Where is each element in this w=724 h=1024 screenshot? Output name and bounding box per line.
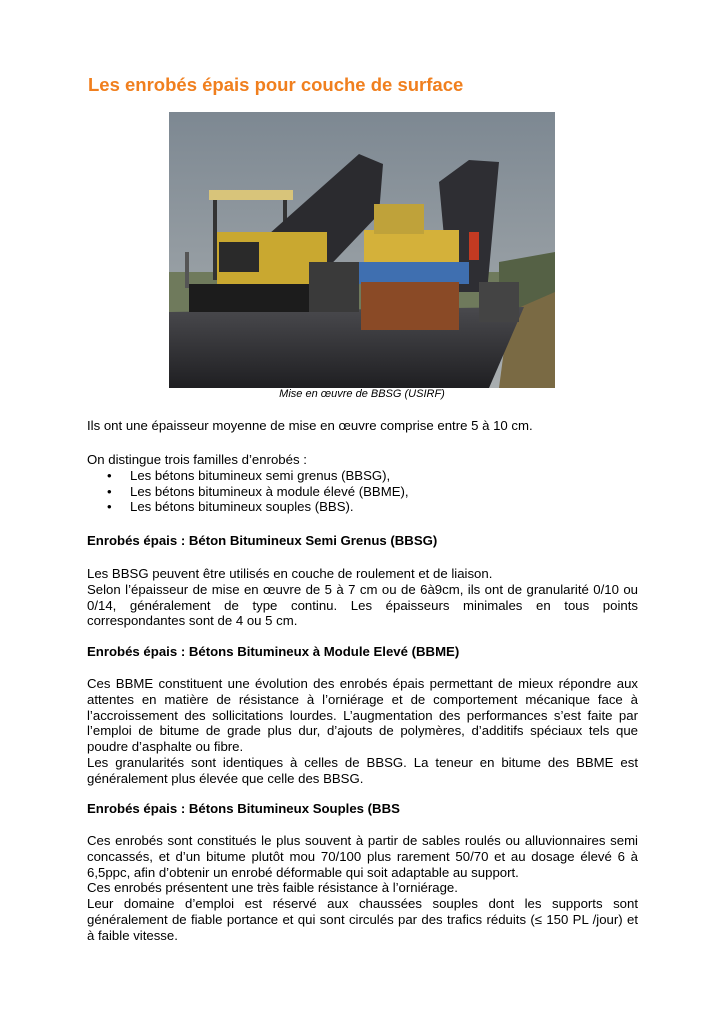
bullet: • — [107, 483, 112, 499]
section-heading-bbme: Enrobés épais : Bétons Bitumineux à Module Elevé (BBME) — [87, 644, 460, 659]
figure-caption: Mise en œuvre de BBSG (USIRF) — [279, 388, 445, 400]
bullet: • — [107, 467, 112, 483]
paragraph: Les granularités sont identiques à celles de BBSG. La teneur en bitume des BBME est généralement plus élevée que celle des BBSG. — [87, 754, 638, 786]
intro-paragraph: Ils ont une épaisseur moyenne de mise en œuvre comprise entre 5 à 10 cm. — [87, 418, 533, 433]
paragraph: Les BBSG peuvent être utilisés en couche de roulement et de liaison. — [87, 566, 493, 581]
list-item: • Les bétons bitumineux souples (BBS). — [107, 499, 354, 515]
paragraph: Ces enrobés présentent une très faible résistance à l’orniérage. — [87, 880, 458, 896]
list-item: • Les bétons bitumineux à module élevé (BBME), — [107, 483, 409, 499]
paragraph: Ces BBME constituent une évolution des enrobés épais permettant de mieux répondre aux attentes en matière de résistance à l’orniérage et de comportement mécanique face à l’accroissement des sollicitations lourdes. L’augmentation des performances s’est faite par l’emploi de bitume de grade plus dur, d’ajouts de polymères, d’additifs spéciaux tels que poudre d’asphalte ou fibre. — [87, 676, 638, 755]
families-list-block — [87, 452, 638, 515]
paragraph: Selon l’épaisseur de mise en œuvre de 5 à 7 cm ou de 6à9cm, ils ont de granularité 0/10 ou 0/14, généralement de type continu. Les épaisseurs minimales en tous points correspondantes sont de 4 ou 5 cm. — [87, 581, 638, 629]
families-lead: On distingue trois familles d’enrobés : — [87, 452, 307, 467]
paragraph: Ces enrobés sont constitués le plus souvent à partir de sables roulés ou alluvionnaires semi concassés, et d’un bitume plutôt mou 70/100 plus rarement 50/70 et au dosage élevé 6 à 6,5ppc, afin d’obtenir un enrobé déformable qui soit adaptable au support. — [87, 833, 638, 880]
page-title: Les enrobés épais pour couche de surface — [88, 74, 464, 95]
paving-photo — [169, 112, 555, 388]
section-body-bbs — [87, 833, 638, 944]
section-body-bbme — [87, 676, 638, 787]
section-body-bbsg — [87, 566, 638, 629]
bullet: • — [107, 499, 112, 515]
list-item: • Les bétons bitumineux semi grenus (BBSG), — [107, 467, 391, 483]
section-heading-bbs: Enrobés épais : Bétons Bitumineux Souples (BBS — [87, 801, 400, 816]
paragraph: Leur domaine d’emploi est réservé aux chaussées souples dont les supports sont généralement de fiable portance et qui sont circulés par des trafics réduits (≤ 150 PL /jour) et à faible vitesse. — [87, 896, 638, 943]
families-list — [87, 468, 638, 515]
section-heading-bbsg: Enrobés épais : Béton Bitumineux Semi Grenus (BBSG) — [87, 533, 438, 548]
